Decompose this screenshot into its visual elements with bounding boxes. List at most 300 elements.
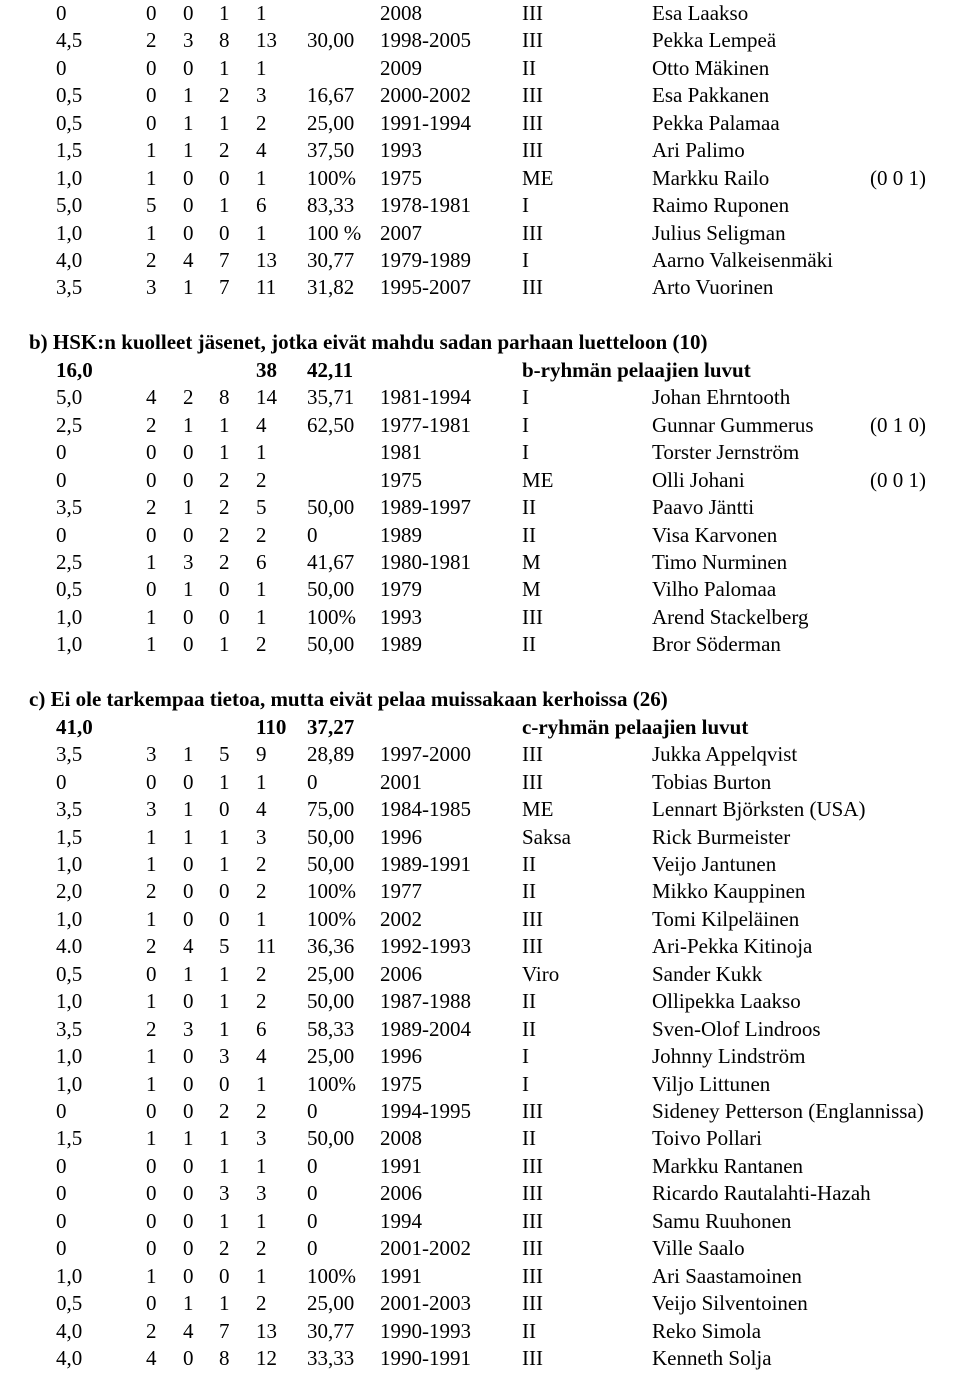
wins-cell: 1 [146, 550, 157, 574]
group-percentage: 37,27 [307, 715, 355, 739]
division-cell: II [522, 1017, 536, 1041]
wins-cell: 0 [146, 523, 157, 547]
player-name-cell: Esa Pakkanen [652, 83, 770, 107]
losses-cell: 0 [219, 907, 230, 931]
games-cell: 2 [256, 632, 267, 656]
wins-cell: 1 [146, 907, 157, 931]
player-name-cell: Veijo Jantunen [652, 852, 777, 876]
percentage-cell: 50,00 [307, 632, 355, 656]
player-name-cell: Johnny Lindström [652, 1044, 806, 1068]
games-cell: 1 [256, 577, 267, 601]
wins-cell: 1 [146, 852, 157, 876]
wins-cell: 3 [146, 275, 157, 299]
games-cell: 2 [256, 111, 267, 135]
losses-cell: 8 [219, 28, 230, 52]
wins-cell: 0 [146, 111, 157, 135]
games-cell: 6 [256, 193, 267, 217]
points-cell: 3,5 [56, 275, 83, 299]
points-cell: 0,5 [56, 111, 83, 135]
player-name-cell: Johan Ehrntooth [652, 385, 791, 409]
draws-cell: 3 [183, 1017, 194, 1041]
draws-cell: 0 [183, 440, 194, 464]
wins-cell: 0 [146, 1291, 157, 1315]
wins-cell: 1 [146, 1044, 157, 1068]
player-name-cell: Paavo Jäntti [652, 495, 755, 519]
games-cell: 13 [256, 1319, 277, 1343]
table-row [0, 1043, 960, 1070]
player-name-cell: Timo Nurminen [652, 550, 788, 574]
points-cell: 1,0 [56, 1264, 83, 1288]
losses-cell: 1 [219, 1154, 230, 1178]
losses-cell: 1 [219, 1017, 230, 1041]
years-cell: 1990-1991 [380, 1346, 471, 1370]
percentage-cell: 58,33 [307, 1017, 355, 1041]
percentage-cell: 50,00 [307, 825, 355, 849]
games-cell: 2 [256, 879, 267, 903]
points-cell: 3,5 [56, 742, 83, 766]
player-name-cell: Mikko Kauppinen [652, 879, 806, 903]
losses-cell: 1 [219, 825, 230, 849]
games-cell: 3 [256, 83, 267, 107]
losses-cell: 0 [219, 577, 230, 601]
draws-cell: 0 [183, 907, 194, 931]
losses-cell: 2 [219, 1099, 230, 1123]
percentage-cell: 25,00 [307, 1044, 355, 1068]
points-cell: 1,0 [56, 989, 83, 1013]
table-row [0, 137, 960, 164]
losses-cell: 7 [219, 275, 230, 299]
draws-cell: 0 [183, 1099, 194, 1123]
percentage-cell: 0 [307, 1236, 318, 1260]
player-name-cell: Jukka Appelqvist [652, 742, 798, 766]
table-row [0, 1345, 960, 1372]
table-row [0, 1318, 960, 1345]
draws-cell: 4 [183, 248, 194, 272]
wins-cell: 5 [146, 193, 157, 217]
years-cell: 1994-1995 [380, 1099, 471, 1123]
draws-cell: 0 [183, 1044, 194, 1068]
losses-cell: 0 [219, 1072, 230, 1096]
points-cell: 4,0 [56, 1346, 83, 1370]
losses-cell: 7 [219, 1319, 230, 1343]
wins-cell: 1 [146, 1264, 157, 1288]
table-row [0, 769, 960, 796]
note-cell: (0 0 1) [870, 468, 926, 492]
division-cell: ME [522, 468, 554, 492]
points-cell: 0 [56, 770, 67, 794]
table-row [0, 82, 960, 109]
games-cell: 13 [256, 28, 277, 52]
draws-cell: 3 [183, 28, 194, 52]
division-cell: Viro [522, 962, 560, 986]
percentage-cell: 30,77 [307, 1319, 355, 1343]
games-cell: 2 [256, 1099, 267, 1123]
group-summary-label: b-ryhmän pelaajien luvut [522, 358, 751, 382]
wins-cell: 1 [146, 825, 157, 849]
games-cell: 4 [256, 413, 267, 437]
division-cell: III [522, 1264, 543, 1288]
player-name-cell: Julius Seligman [652, 221, 786, 245]
percentage-cell: 50,00 [307, 1126, 355, 1150]
division-cell: III [522, 221, 543, 245]
player-name-cell: Raimo Ruponen [652, 193, 790, 217]
player-name-cell: Arto Vuorinen [652, 275, 774, 299]
player-name-cell: Tomi Kilpeläinen [652, 907, 800, 931]
years-cell: 1991 [380, 1264, 422, 1288]
table-row [0, 274, 960, 301]
group-summary-label: c-ryhmän pelaajien luvut [522, 715, 749, 739]
years-cell: 1997-2000 [380, 742, 471, 766]
games-cell: 2 [256, 468, 267, 492]
years-cell: 1989-1997 [380, 495, 471, 519]
table-row [0, 439, 960, 466]
division-cell: I [522, 385, 529, 409]
player-name-cell: Rick Burmeister [652, 825, 791, 849]
player-name-cell: Ville Saalo [652, 1236, 745, 1260]
division-cell: III [522, 138, 543, 162]
games-cell: 1 [256, 907, 267, 931]
years-cell: 1977-1981 [380, 413, 471, 437]
table-row [0, 494, 960, 521]
draws-cell: 0 [183, 989, 194, 1013]
player-name-cell: Samu Ruuhonen [652, 1209, 792, 1233]
table-row [0, 878, 960, 905]
years-cell: 1996 [380, 1044, 422, 1068]
draws-cell: 0 [183, 1154, 194, 1178]
games-cell: 5 [256, 495, 267, 519]
draws-cell: 0 [183, 1072, 194, 1096]
table-row [0, 796, 960, 823]
wins-cell: 2 [146, 248, 157, 272]
points-cell: 4,5 [56, 28, 83, 52]
table-row [0, 192, 960, 219]
percentage-cell: 33,33 [307, 1346, 355, 1370]
games-cell: 6 [256, 550, 267, 574]
wins-cell: 1 [146, 138, 157, 162]
player-name-cell: Sideney Petterson (Englannissa) [652, 1099, 924, 1123]
games-cell: 6 [256, 1017, 267, 1041]
percentage-cell: 0 [307, 1099, 318, 1123]
years-cell: 1996 [380, 825, 422, 849]
years-cell: 2000-2002 [380, 83, 471, 107]
wins-cell: 0 [146, 1181, 157, 1205]
years-cell: 1989-1991 [380, 852, 471, 876]
points-cell: 0 [56, 1236, 67, 1260]
games-cell: 3 [256, 1126, 267, 1150]
division-cell: III [522, 1154, 543, 1178]
table-row [0, 906, 960, 933]
losses-cell: 8 [219, 385, 230, 409]
percentage-cell: 62,50 [307, 413, 355, 437]
percentage-cell: 36,36 [307, 934, 355, 958]
wins-cell: 1 [146, 166, 157, 190]
points-cell: 0 [56, 1, 67, 25]
division-cell: I [522, 440, 529, 464]
games-cell: 4 [256, 138, 267, 162]
wins-cell: 2 [146, 495, 157, 519]
losses-cell: 1 [219, 852, 230, 876]
draws-cell: 1 [183, 275, 194, 299]
games-cell: 13 [256, 248, 277, 272]
player-name-cell: Viljo Littunen [652, 1072, 771, 1096]
table-row [0, 741, 960, 768]
games-cell: 1 [256, 221, 267, 245]
percentage-cell: 0 [307, 1209, 318, 1233]
games-cell: 4 [256, 1044, 267, 1068]
wins-cell: 0 [146, 1154, 157, 1178]
points-cell: 0 [56, 523, 67, 547]
points-cell: 5,0 [56, 193, 83, 217]
games-cell: 11 [256, 275, 277, 299]
points-cell: 0 [56, 1181, 67, 1205]
wins-cell: 0 [146, 56, 157, 80]
division-cell: II [522, 495, 536, 519]
draws-cell: 0 [183, 193, 194, 217]
losses-cell: 1 [219, 1291, 230, 1315]
draws-cell: 0 [183, 605, 194, 629]
percentage-cell: 100% [307, 1072, 356, 1096]
wins-cell: 0 [146, 468, 157, 492]
group-games-total: 38 [256, 358, 277, 382]
player-name-cell: Otto Mäkinen [652, 56, 770, 80]
points-cell: 3,5 [56, 797, 83, 821]
losses-cell: 1 [219, 1126, 230, 1150]
player-name-cell: Ollipekka Laakso [652, 989, 801, 1013]
player-name-cell: Aarno Valkeisenmäki [652, 248, 833, 272]
points-cell: 0,5 [56, 577, 83, 601]
table-row [0, 1208, 960, 1235]
draws-cell: 0 [183, 468, 194, 492]
points-cell: 2,5 [56, 413, 83, 437]
points-cell: 0,5 [56, 1291, 83, 1315]
player-name-cell: Olli Johani [652, 468, 745, 492]
years-cell: 1993 [380, 605, 422, 629]
note-cell: (0 1 0) [870, 413, 926, 437]
draws-cell: 0 [183, 1209, 194, 1233]
table-row [0, 412, 960, 439]
draws-cell: 1 [183, 413, 194, 437]
draws-cell: 1 [183, 577, 194, 601]
percentage-cell: 0 [307, 523, 318, 547]
years-cell: 1993 [380, 138, 422, 162]
division-cell: II [522, 1126, 536, 1150]
games-cell: 1 [256, 1264, 267, 1288]
games-cell: 1 [256, 440, 267, 464]
division-cell: III [522, 742, 543, 766]
draws-cell: 0 [183, 770, 194, 794]
percentage-cell: 50,00 [307, 577, 355, 601]
years-cell: 1987-1988 [380, 989, 471, 1013]
wins-cell: 1 [146, 1126, 157, 1150]
group-games-total: 110 [256, 715, 287, 739]
player-name-cell: Ari Saastamoinen [652, 1264, 802, 1288]
draws-cell: 3 [183, 550, 194, 574]
points-cell: 1,5 [56, 825, 83, 849]
section-b-heading [0, 329, 960, 356]
group-points-total: 41,0 [56, 715, 93, 739]
years-cell: 2001 [380, 770, 422, 794]
years-cell: 2006 [380, 1181, 422, 1205]
years-cell: 2002 [380, 907, 422, 931]
losses-cell: 2 [219, 138, 230, 162]
player-name-cell: Pekka Palamaa [652, 111, 780, 135]
player-name-cell: Gunnar Gummerus [652, 413, 814, 437]
table-row [0, 0, 960, 27]
wins-cell: 3 [146, 742, 157, 766]
losses-cell: 0 [219, 797, 230, 821]
wins-cell: 2 [146, 413, 157, 437]
player-name-cell: Lennart Björksten (USA) [652, 797, 866, 821]
percentage-cell: 28,89 [307, 742, 355, 766]
table-row [0, 220, 960, 247]
games-cell: 1 [256, 166, 267, 190]
player-name-cell: Toivo Pollari [652, 1126, 762, 1150]
draws-cell: 4 [183, 934, 194, 958]
points-cell: 4,0 [56, 1319, 83, 1343]
wins-cell: 0 [146, 83, 157, 107]
division-cell: III [522, 770, 543, 794]
division-cell: III [522, 28, 543, 52]
losses-cell: 0 [219, 221, 230, 245]
player-name-cell: Tobias Burton [652, 770, 772, 794]
percentage-cell: 100% [307, 166, 356, 190]
years-cell: 1981 [380, 440, 422, 464]
losses-cell: 1 [219, 989, 230, 1013]
losses-cell: 3 [219, 1044, 230, 1068]
player-name-cell: Reko Simola [652, 1319, 762, 1343]
table-row [0, 1235, 960, 1262]
percentage-cell: 25,00 [307, 111, 355, 135]
wins-cell: 0 [146, 962, 157, 986]
years-cell: 2008 [380, 1, 422, 25]
division-cell: III [522, 1236, 543, 1260]
losses-cell: 2 [219, 83, 230, 107]
percentage-cell: 100% [307, 907, 356, 931]
percentage-cell: 83,33 [307, 193, 355, 217]
table-row [0, 1125, 960, 1152]
points-cell: 0 [56, 1099, 67, 1123]
group-points-total: 16,0 [56, 358, 93, 382]
table-row [0, 110, 960, 137]
division-cell: III [522, 111, 543, 135]
years-cell: 1989 [380, 523, 422, 547]
games-cell: 2 [256, 1236, 267, 1260]
table-row [0, 604, 960, 631]
table-row [0, 55, 960, 82]
years-cell: 2001-2003 [380, 1291, 471, 1315]
division-cell: III [522, 907, 543, 931]
division-cell: III [522, 934, 543, 958]
draws-cell: 1 [183, 138, 194, 162]
years-cell: 2009 [380, 56, 422, 80]
table-row [0, 961, 960, 988]
percentage-cell: 30,77 [307, 248, 355, 272]
percentage-cell: 41,67 [307, 550, 355, 574]
percentage-cell: 35,71 [307, 385, 355, 409]
draws-cell: 1 [183, 495, 194, 519]
years-cell: 1992-1993 [380, 934, 471, 958]
draws-cell: 0 [183, 523, 194, 547]
table-row [0, 933, 960, 960]
wins-cell: 1 [146, 989, 157, 1013]
games-cell: 1 [256, 1072, 267, 1096]
games-cell: 2 [256, 523, 267, 547]
player-name-cell: Bror Söderman [652, 632, 781, 656]
games-cell: 1 [256, 1209, 267, 1233]
percentage-cell: 100% [307, 879, 356, 903]
points-cell: 5,0 [56, 385, 83, 409]
years-cell: 2006 [380, 962, 422, 986]
player-name-cell: Visa Karvonen [652, 523, 778, 547]
table-row [0, 1290, 960, 1317]
years-cell: 1979 [380, 577, 422, 601]
table-row [0, 851, 960, 878]
division-cell: M [522, 577, 541, 601]
division-cell: III [522, 1099, 543, 1123]
percentage-cell: 25,00 [307, 962, 355, 986]
losses-cell: 1 [219, 56, 230, 80]
player-name-cell: Arend Stackelberg [652, 605, 809, 629]
wins-cell: 0 [146, 1209, 157, 1233]
points-cell: 4.0 [56, 934, 83, 958]
points-cell: 1,0 [56, 1072, 83, 1096]
percentage-cell: 25,00 [307, 1291, 355, 1315]
points-cell: 0 [56, 1209, 67, 1233]
percentage-cell: 30,00 [307, 28, 355, 52]
losses-cell: 1 [219, 1209, 230, 1233]
division-cell: II [522, 56, 536, 80]
losses-cell: 1 [219, 770, 230, 794]
games-cell: 2 [256, 1291, 267, 1315]
wins-cell: 2 [146, 1017, 157, 1041]
percentage-cell: 50,00 [307, 989, 355, 1013]
points-cell: 4,0 [56, 248, 83, 272]
losses-cell: 2 [219, 1236, 230, 1260]
section-c-heading [0, 686, 960, 713]
table-row [0, 1180, 960, 1207]
draws-cell: 1 [183, 111, 194, 135]
years-cell: 1991 [380, 1154, 422, 1178]
percentage-cell: 31,82 [307, 275, 355, 299]
losses-cell: 5 [219, 742, 230, 766]
division-cell: II [522, 523, 536, 547]
percentage-cell: 0 [307, 1181, 318, 1205]
years-cell: 1989 [380, 632, 422, 656]
draws-cell: 0 [183, 852, 194, 876]
percentage-cell: 37,50 [307, 138, 355, 162]
draws-cell: 0 [183, 221, 194, 245]
points-cell: 1,0 [56, 221, 83, 245]
player-name-cell: Markku Rantanen [652, 1154, 804, 1178]
percentage-cell: 100 % [307, 221, 362, 245]
points-cell: 1,0 [56, 1044, 83, 1068]
section-c-heading-text: c) Ei ole tarkempaa tietoa, mutta eivät pelaa muissakaan kerhoissa (26) [29, 687, 668, 711]
draws-cell: 1 [183, 1126, 194, 1150]
losses-cell: 2 [219, 468, 230, 492]
losses-cell: 8 [219, 1346, 230, 1370]
games-cell: 2 [256, 852, 267, 876]
player-name-cell: Veijo Silventoinen [652, 1291, 808, 1315]
years-cell: 1994 [380, 1209, 422, 1233]
points-cell: 0 [56, 1154, 67, 1178]
losses-cell: 2 [219, 495, 230, 519]
wins-cell: 2 [146, 934, 157, 958]
points-cell: 3,5 [56, 1017, 83, 1041]
table-row [0, 631, 960, 658]
table-row [0, 384, 960, 411]
player-name-cell: Sven-Olof Lindroos [652, 1017, 821, 1041]
wins-cell: 1 [146, 605, 157, 629]
